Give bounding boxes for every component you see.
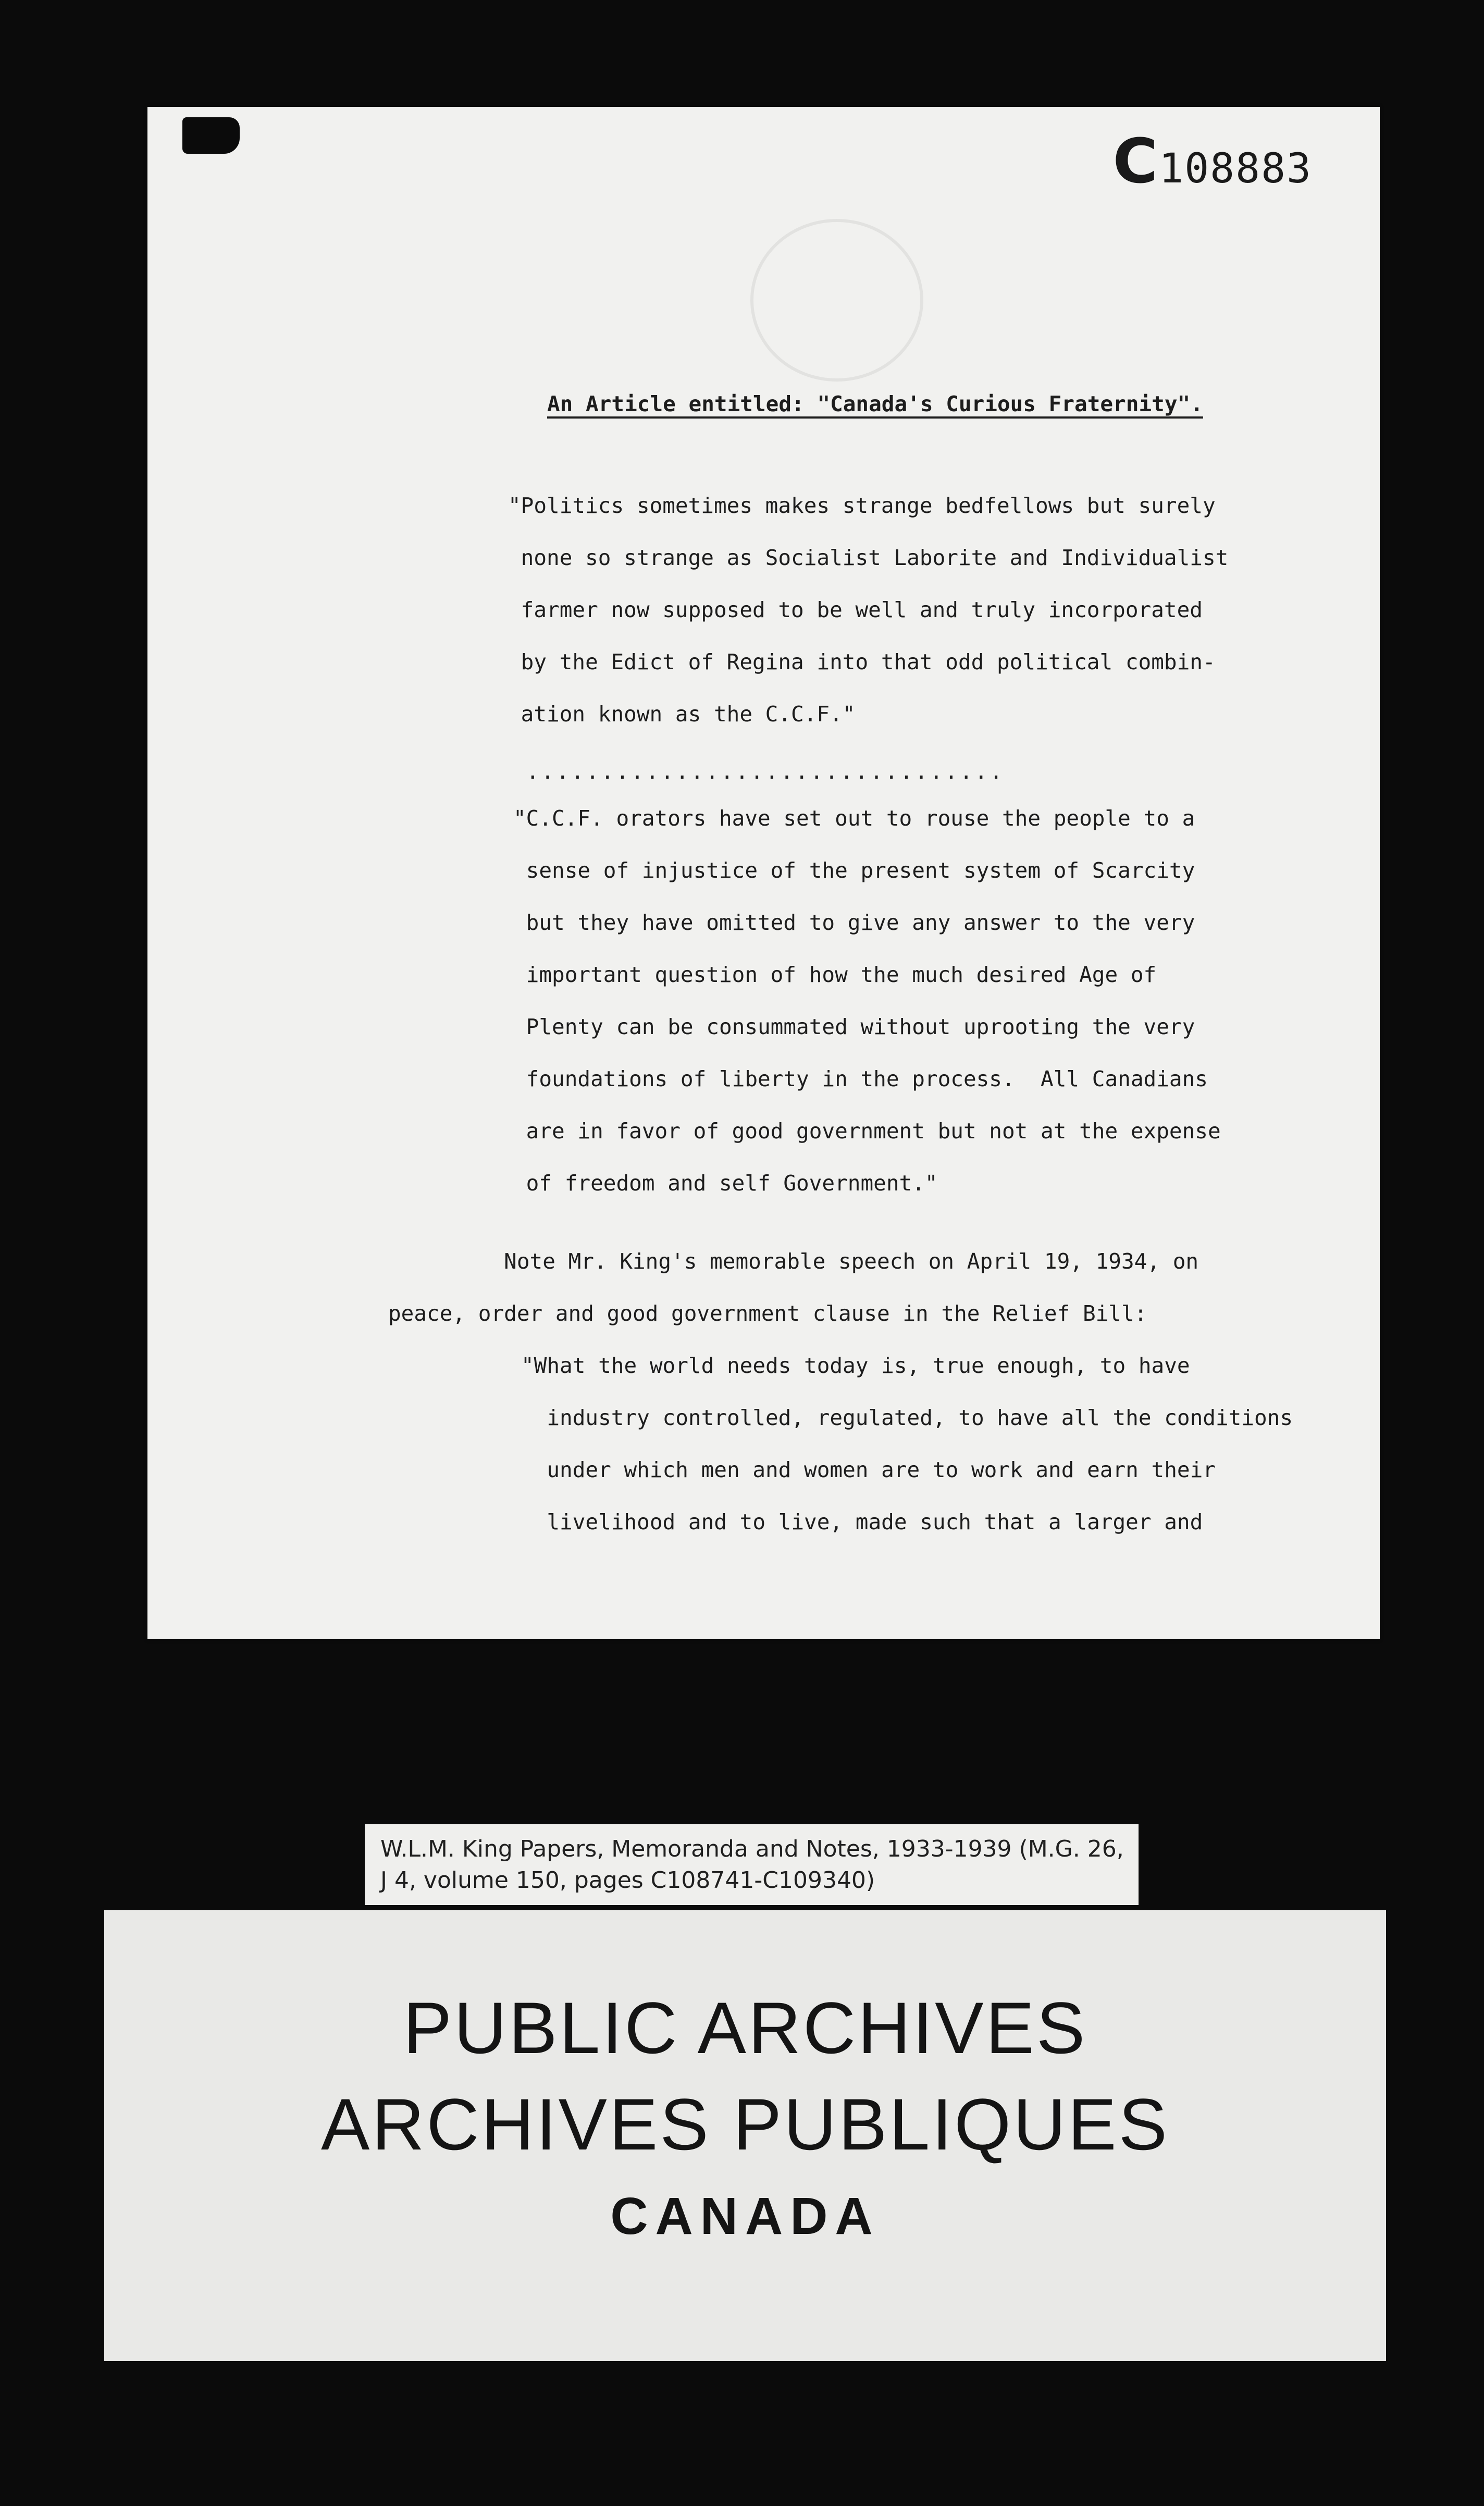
quoted-paragraph-2: "C.C.F. orators have set out to rouse the people to a sense of injustice of the present system of Scarcity but they have omitted to give any answer to the very important question of how the much desired Age of Plenty can be consummated without uprooting the very foundations of liberty in the process. All Canadians are in favor of good government but not at the expense of freedom and self Government." (513, 806, 1221, 1196)
speech-quote: "What the world needs today is, true enough, to have industry controlled, regulated, to have all the conditions under which men and women are to work and earn their livelihood and to live, made such that a larger and (521, 1353, 1293, 1534)
article-title: An Article entitled: "Canada's Curious Fraternity". (547, 391, 1203, 416)
archive-title-french: ARCHIVES PUBLIQUES (321, 2083, 1169, 2165)
quoted-paragraph-1: "Politics sometimes makes strange bedfellows but surely none so strange as Socialist Laborite and Individualist farmer now supposed to be well and truly incorporated by the Edict of Regina into that odd political combin- ation known as the C.C.F." (508, 493, 1229, 727)
note-paragraph: Note Mr. King's memorable speech on April 19, 1934, on peace, order and good government clause in the Relief Bill: (388, 1249, 1199, 1326)
dotted-separator: ................................ (526, 759, 1005, 784)
page-number (1113, 125, 1312, 197)
archive-title-english: PUBLIC ARCHIVES (403, 1987, 1087, 2069)
faint-stamp (750, 219, 923, 382)
page-number-prefix: C (1112, 125, 1159, 197)
collection-label: W.L.M. King Papers, Memoranda and Notes, 1933-1939 (M.G. 26, J 4, volume 150, pages C108741-C109340) (365, 1824, 1139, 1905)
corner-blot (182, 117, 240, 154)
page-number-digits: 108883 (1159, 145, 1312, 192)
archive-country: CANADA (610, 2187, 880, 2245)
archive-card (104, 1910, 1386, 2361)
